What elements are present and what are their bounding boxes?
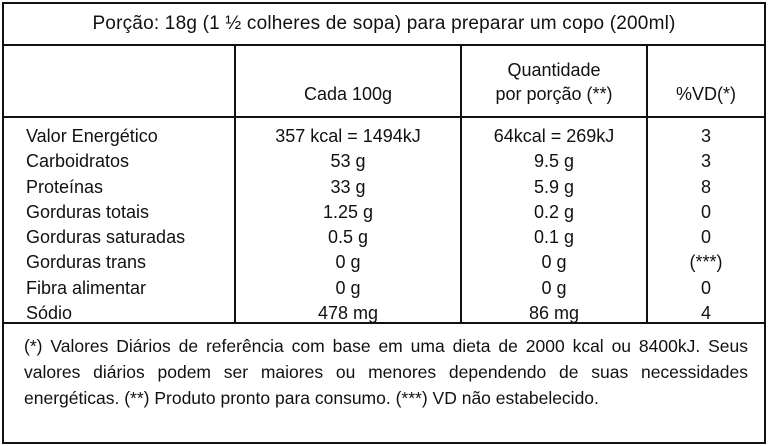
nutrient-name: Carboidratos [26, 151, 130, 172]
table-row [4, 200, 764, 225]
table-row [4, 175, 764, 200]
footnote: (*) Valores Diários de referência com base em uma dieta de 2000 kcal ou 8400kJ. Seus valores diários podem ser maiores ou menores dependendo de suas necessidades energéticas. (**) Produto pronto para consumo. (***) VD não estabelecido. [4, 322, 764, 442]
nutrient-per-100g: 33 g [330, 176, 366, 197]
table-row [4, 124, 764, 149]
nutrient-daily-value: 0 [700, 227, 711, 248]
nutrient-daily-value: 3 [700, 151, 711, 172]
nutrient-per-portion: 0.1 g [533, 227, 575, 248]
nutrient-name: Fibra alimentar [26, 277, 147, 298]
nutrient-name: Proteínas [26, 176, 104, 197]
nutrient-per-portion: 0 g [541, 277, 567, 298]
header-per-portion-line1: Quantidade [507, 60, 601, 80]
nutrient-per-100g: 0 g [335, 252, 361, 273]
nutrient-per-100g: 357 kcal = 1494kJ [275, 126, 421, 146]
header-per-portion-line2: por porção (**) [495, 84, 613, 104]
nutrient-per-portion: 5.9 g [533, 176, 575, 197]
header-daily-value-label: %VD(*) [675, 84, 736, 104]
nutrient-per-portion: 64kcal = 269kJ [493, 126, 615, 146]
table-row [4, 149, 764, 174]
nutrient-daily-value: (***) [689, 252, 723, 273]
nutrient-per-100g: 0 g [335, 277, 361, 298]
nutrient-per-100g: 53 g [330, 151, 366, 172]
nutrient-per-portion: 9.5 g [533, 151, 575, 172]
nutrient-name: Sódio [26, 303, 73, 324]
nutrient-per-portion: 0.2 g [533, 201, 575, 222]
nutrient-name: Gorduras saturadas [26, 227, 186, 248]
nutrient-name: Gorduras trans [26, 252, 147, 273]
nutrient-rows [4, 124, 764, 326]
nutrient-per-100g: 0.5 g [327, 227, 369, 248]
nutrient-name: Gorduras totais [26, 201, 150, 222]
nutrient-daily-value: 4 [700, 303, 711, 324]
nutrient-per-portion: 86 mg [528, 303, 580, 324]
header-daily-value [648, 46, 764, 116]
header-per-portion [462, 46, 646, 116]
nutrition-table [4, 46, 764, 322]
serving-size-header: Porção: 18g (1 ½ colheres de sopa) para preparar um copo (200ml) [4, 4, 764, 46]
table-row [4, 225, 764, 250]
nutrient-daily-value: 8 [700, 176, 711, 197]
table-row [4, 250, 764, 275]
nutrient-per-100g: 1.25 g [322, 201, 374, 222]
nutrient-daily-value: 3 [700, 126, 711, 146]
nutrient-name: Valor Energético [26, 126, 158, 146]
header-per-100g [236, 46, 460, 116]
nutrient-per-100g: 478 mg [317, 303, 379, 324]
header-divider [4, 116, 764, 118]
nutrient-per-portion: 0 g [541, 252, 567, 273]
header-per-100g-label: Cada 100g [303, 84, 393, 104]
nutrient-daily-value: 0 [700, 277, 711, 298]
nutrient-daily-value: 0 [700, 201, 711, 222]
nutrition-facts-panel [2, 2, 766, 444]
table-row [4, 276, 764, 301]
